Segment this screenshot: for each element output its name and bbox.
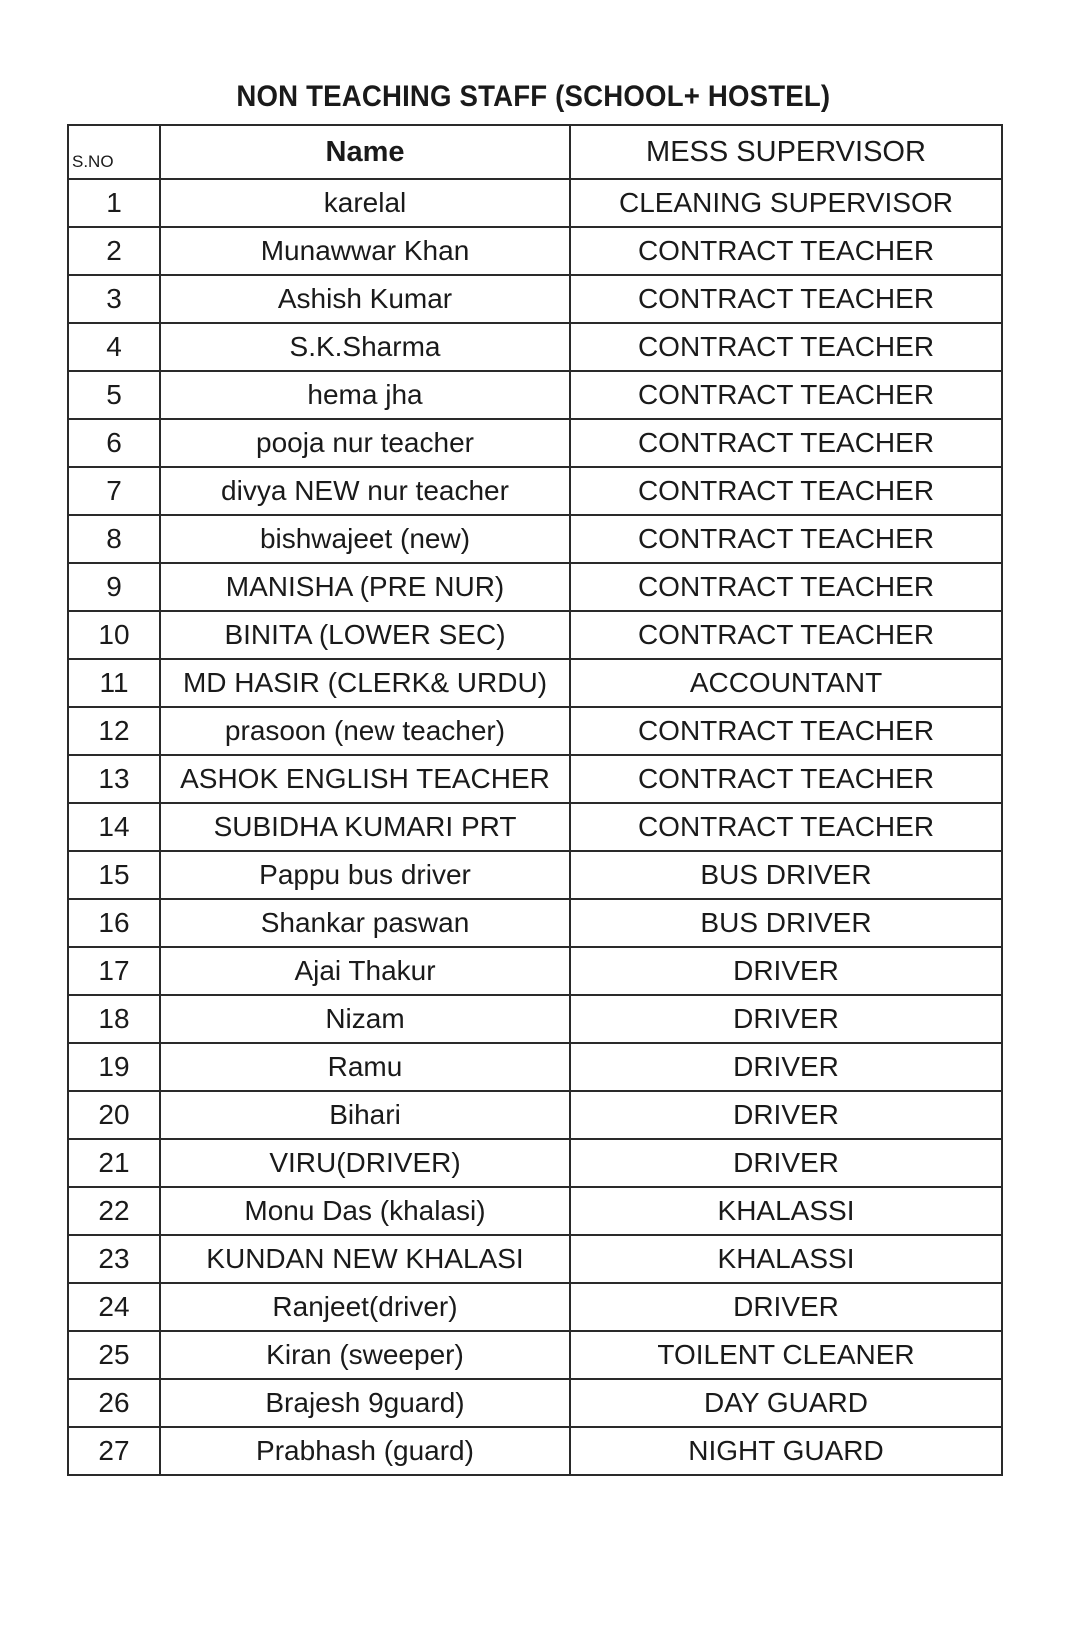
table-row xyxy=(68,659,1002,707)
table-row xyxy=(68,371,1002,419)
cell-name: MANISHA (PRE NUR) xyxy=(160,563,570,611)
cell-role: CONTRACT TEACHER xyxy=(570,227,1002,275)
header-role: MESS SUPERVISOR xyxy=(570,125,1002,179)
cell-sno: 21 xyxy=(68,1139,160,1187)
cell-role: CONTRACT TEACHER xyxy=(570,467,1002,515)
cell-role: CONTRACT TEACHER xyxy=(570,563,1002,611)
cell-name: Monu Das (khalasi) xyxy=(160,1187,570,1235)
cell-role: NIGHT GUARD xyxy=(570,1427,1002,1475)
cell-sno: 22 xyxy=(68,1187,160,1235)
table-row xyxy=(68,1235,1002,1283)
table-row xyxy=(68,1427,1002,1475)
header-name: Name xyxy=(160,125,570,179)
cell-role: DRIVER xyxy=(570,995,1002,1043)
cell-role: KHALASSI xyxy=(570,1187,1002,1235)
cell-role: BUS DRIVER xyxy=(570,899,1002,947)
table-row xyxy=(68,755,1002,803)
header-sno: S.NO xyxy=(68,125,160,179)
cell-role: DRIVER xyxy=(570,947,1002,995)
table-row xyxy=(68,707,1002,755)
cell-name: S.K.Sharma xyxy=(160,323,570,371)
cell-sno: 6 xyxy=(68,419,160,467)
cell-sno: 4 xyxy=(68,323,160,371)
cell-name: hema jha xyxy=(160,371,570,419)
cell-name: BINITA (LOWER SEC) xyxy=(160,611,570,659)
cell-sno: 25 xyxy=(68,1331,160,1379)
table-header-row xyxy=(68,125,1002,179)
table-row xyxy=(68,899,1002,947)
table-row xyxy=(68,563,1002,611)
cell-sno: 7 xyxy=(68,467,160,515)
table-row xyxy=(68,467,1002,515)
cell-sno: 24 xyxy=(68,1283,160,1331)
cell-name: prasoon (new teacher) xyxy=(160,707,570,755)
cell-name: bishwajeet (new) xyxy=(160,515,570,563)
cell-role: DAY GUARD xyxy=(570,1379,1002,1427)
cell-role: CONTRACT TEACHER xyxy=(570,515,1002,563)
cell-sno: 3 xyxy=(68,275,160,323)
cell-sno: 5 xyxy=(68,371,160,419)
cell-name: divya NEW nur teacher xyxy=(160,467,570,515)
cell-sno: 18 xyxy=(68,995,160,1043)
cell-name: VIRU(DRIVER) xyxy=(160,1139,570,1187)
cell-name: Brajesh 9guard) xyxy=(160,1379,570,1427)
cell-name: Ashish Kumar xyxy=(160,275,570,323)
cell-name: Munawwar Khan xyxy=(160,227,570,275)
cell-role: CONTRACT TEACHER xyxy=(570,419,1002,467)
table-row xyxy=(68,1331,1002,1379)
table-row xyxy=(68,1139,1002,1187)
cell-name: MD HASIR (CLERK& URDU) xyxy=(160,659,570,707)
cell-role: CONTRACT TEACHER xyxy=(570,611,1002,659)
cell-role: CONTRACT TEACHER xyxy=(570,803,1002,851)
cell-sno: 2 xyxy=(68,227,160,275)
cell-sno: 10 xyxy=(68,611,160,659)
table-row xyxy=(68,1379,1002,1427)
cell-role: CONTRACT TEACHER xyxy=(570,371,1002,419)
cell-role: KHALASSI xyxy=(570,1235,1002,1283)
cell-role: ACCOUNTANT xyxy=(570,659,1002,707)
cell-name: Prabhash (guard) xyxy=(160,1427,570,1475)
cell-role: DRIVER xyxy=(570,1043,1002,1091)
cell-sno: 13 xyxy=(68,755,160,803)
table-row xyxy=(68,323,1002,371)
cell-sno: 27 xyxy=(68,1427,160,1475)
cell-sno: 20 xyxy=(68,1091,160,1139)
table-row xyxy=(68,275,1002,323)
cell-role: DRIVER xyxy=(570,1283,1002,1331)
cell-sno: 11 xyxy=(68,659,160,707)
cell-role: CONTRACT TEACHER xyxy=(570,323,1002,371)
cell-name: pooja nur teacher xyxy=(160,419,570,467)
cell-sno: 17 xyxy=(68,947,160,995)
cell-name: karelal xyxy=(160,179,570,227)
table-row xyxy=(68,995,1002,1043)
cell-role: CONTRACT TEACHER xyxy=(570,755,1002,803)
cell-sno: 9 xyxy=(68,563,160,611)
table-row xyxy=(68,803,1002,851)
cell-name: Pappu bus driver xyxy=(160,851,570,899)
cell-sno: 1 xyxy=(68,179,160,227)
cell-sno: 16 xyxy=(68,899,160,947)
cell-name: KUNDAN NEW KHALASI xyxy=(160,1235,570,1283)
cell-name: Kiran (sweeper) xyxy=(160,1331,570,1379)
table-row xyxy=(68,515,1002,563)
table-row xyxy=(68,419,1002,467)
cell-name: Nizam xyxy=(160,995,570,1043)
cell-role: BUS DRIVER xyxy=(570,851,1002,899)
cell-name: Ranjeet(driver) xyxy=(160,1283,570,1331)
table-row xyxy=(68,227,1002,275)
staff-table xyxy=(67,124,1003,1476)
cell-sno: 26 xyxy=(68,1379,160,1427)
table-row xyxy=(68,611,1002,659)
table-row xyxy=(68,1283,1002,1331)
cell-role: DRIVER xyxy=(570,1139,1002,1187)
table-row xyxy=(68,851,1002,899)
table-body xyxy=(68,179,1002,1475)
cell-name: SUBIDHA KUMARI PRT xyxy=(160,803,570,851)
cell-role: CLEANING SUPERVISOR xyxy=(570,179,1002,227)
table-row xyxy=(68,1091,1002,1139)
cell-name: Bihari xyxy=(160,1091,570,1139)
table-row xyxy=(68,179,1002,227)
cell-name: Ajai Thakur xyxy=(160,947,570,995)
cell-role: TOILENT CLEANER xyxy=(570,1331,1002,1379)
cell-sno: 19 xyxy=(68,1043,160,1091)
cell-sno: 8 xyxy=(68,515,160,563)
cell-sno: 23 xyxy=(68,1235,160,1283)
cell-role: CONTRACT TEACHER xyxy=(570,707,1002,755)
page-title: NON TEACHING STAFF (SCHOOL+ HOSTEL) xyxy=(236,80,831,113)
cell-sno: 15 xyxy=(68,851,160,899)
table-row xyxy=(68,947,1002,995)
cell-sno: 14 xyxy=(68,803,160,851)
table-row xyxy=(68,1187,1002,1235)
cell-name: ASHOK ENGLISH TEACHER xyxy=(160,755,570,803)
cell-name: Shankar paswan xyxy=(160,899,570,947)
cell-sno: 12 xyxy=(68,707,160,755)
cell-role: DRIVER xyxy=(570,1091,1002,1139)
table-row xyxy=(68,1043,1002,1091)
cell-role: CONTRACT TEACHER xyxy=(570,275,1002,323)
cell-name: Ramu xyxy=(160,1043,570,1091)
